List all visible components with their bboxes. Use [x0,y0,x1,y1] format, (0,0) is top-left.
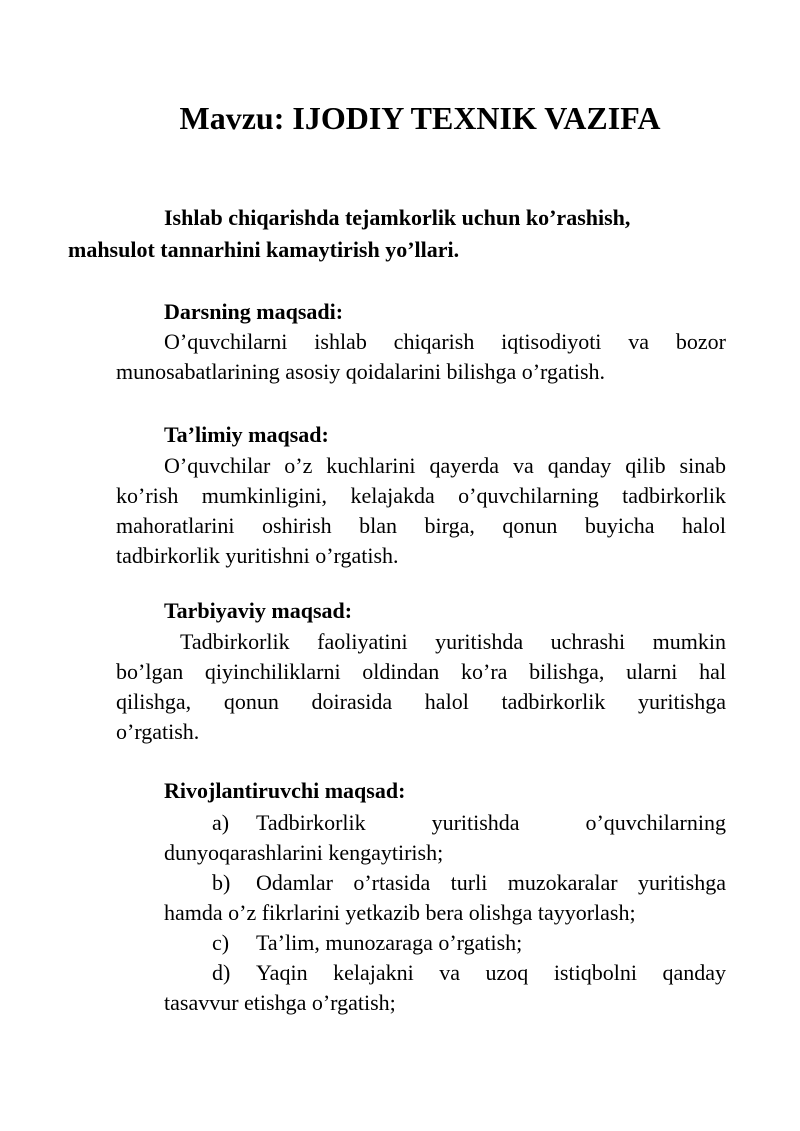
paragraph-line: ko’rish mumkinligini, kelajakda o’quvchilarning tadbirkorlik [116,483,726,508]
section-heading-darsning: Darsning maqsadi: [164,299,344,324]
list-item-text: Ta’lim, munozaraga o’rgatish; [256,930,523,955]
paragraph-line: tadbirkorlik yuritishni o’rgatish. [116,543,399,568]
paragraph-line: O’quvchilar o’z kuchlarini qayerda va qanday qilib sinab [164,453,726,478]
section-heading-talimiy: Ta’limiy maqsad: [164,422,329,447]
paragraph-line: O’quvchilarni ishlab chiqarish iqtisodiyoti va bozor [164,329,726,354]
list-item-line: tasavvur etishga o’rgatish; [164,990,396,1015]
paragraph-line: munosabatlarining asosiy qoidalarini bilishga o’rgatish. [116,359,606,384]
subtitle-line-1: Ishlab chiqarishda tejamkorlik uchun ko’rashish, [164,205,631,230]
list-item [164,868,726,928]
lesson-subtitle [68,202,726,266]
section-paragraph-talimiy [116,451,726,571]
paragraph-line: Tadbirkorlik faoliyatini yuritishda uchrashi mumkin [180,629,726,654]
list-item-line: hamda o’z fikrlarini yetkazib bera olishga tayyorlash; [164,900,636,925]
list-item [164,958,726,1018]
list-item-line [164,868,726,898]
list-marker: c) [212,930,230,955]
section-heading-rivojlantiruvchi: Rivojlantiruvchi maqsad: [164,778,406,803]
list-item-line: dunyoqarashlarini kengaytirish; [164,840,444,865]
paragraph-line: o’rgatish. [116,719,200,744]
list-item-text: Odamlar o’rtasida turli muzokaralar yuritishga [256,870,726,895]
list-item-text: Tadbirkorlik yuritishda o’quvchilarning [256,810,726,835]
list-item-line [164,928,726,958]
list-marker: a) [212,810,230,835]
section-heading-tarbiyaviy: Tarbiyaviy maqsad: [164,598,353,623]
list-item-line [164,808,726,838]
list-item-line [164,958,726,988]
section-paragraph-darsning [116,327,726,387]
page-title: Mavzu: IJODIY TEXNIK VAZIFA [179,100,661,136]
section-paragraph-tarbiyaviy [116,627,726,747]
list-marker: d) [212,960,231,985]
paragraph-line: qilishga, qonun doirasida halol tadbirkorlik yuritishga [116,689,726,714]
paragraph-line: mahoratlarini oshirish blan birga, qonun buyicha halol [116,513,726,538]
list-item-text: Yaqin kelajakni va uzoq istiqbolni qanday [256,960,726,985]
list-marker: b) [212,870,231,895]
subtitle-line-2: mahsulot tannarhini kamaytirish yo’llari. [68,237,460,262]
list-item [164,928,726,958]
paragraph-line: bo’lgan qiyinchiliklarni oldindan ko’ra bilishga, ularni hal [116,659,726,684]
list-item [164,808,726,868]
